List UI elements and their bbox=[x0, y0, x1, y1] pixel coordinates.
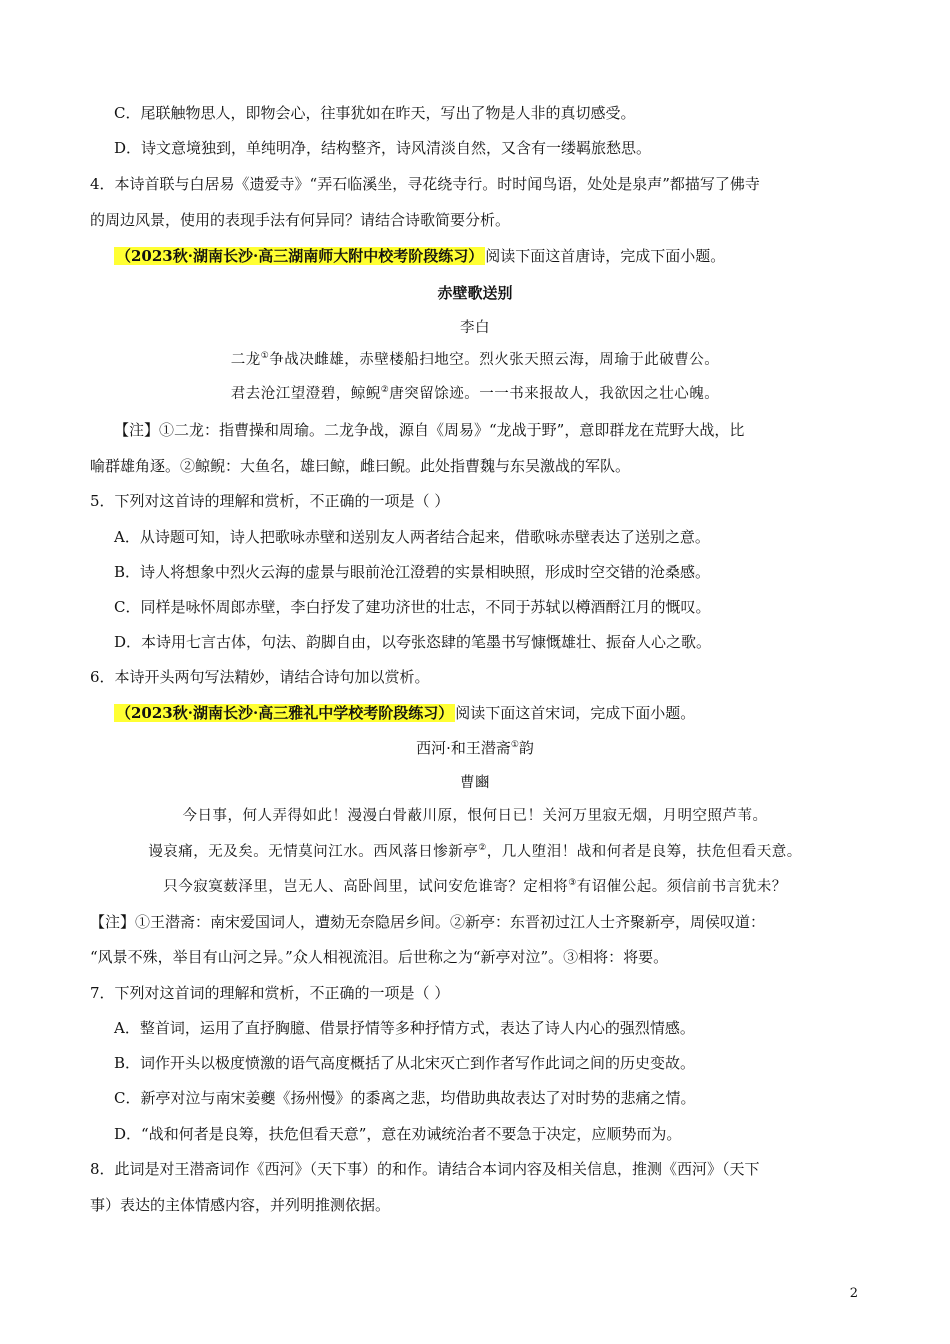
footnote-mark: ① bbox=[510, 740, 519, 750]
question-7-option-a: A．整首词，运用了直抒胸臆、借景抒情等多种抒情方式，表达了诗人内心的强烈情感。 bbox=[114, 1019, 695, 1037]
poem1-title: 赤壁歌送别 bbox=[437, 284, 513, 302]
question-7: 7．下列对这首词的理解和赏析，不正确的一项是（ ） bbox=[90, 984, 450, 1002]
section2-header bbox=[114, 703, 695, 723]
poem1-author: 李白 bbox=[460, 320, 490, 336]
question-5: 5．下列对这首诗的理解和赏析，不正确的一项是（ ） bbox=[90, 492, 450, 510]
section1-source: （2023秋·湖南长沙·高三湖南师大附中校考阶段练习） bbox=[116, 247, 484, 265]
question-5-option-c: C．同样是咏怀周郎赤壁，李白抒发了建功济世的壮志，不同于苏轼以樽酒酹江月的慨叹。 bbox=[114, 598, 711, 616]
poem1-annotation: 【注】①二龙：指曹操和周瑜。二龙争战，源自《周易》“龙战于野”，意即群龙在荒野大战，比 bbox=[114, 421, 745, 439]
section1-intro: 阅读下面这首唐诗，完成下面小题。 bbox=[485, 247, 726, 265]
question-8-cont: 事）表达的主体情感内容，并列明推测依据。 bbox=[90, 1196, 391, 1214]
section2-source: （2023秋·湖南长沙·高三雅礼中学校考阶段练习） bbox=[116, 704, 454, 722]
question-7-option-c: C．新亭对泣与南宋姜夔《扬州慢》的黍离之悲，均借助典故表达了对时势的悲痛之情。 bbox=[114, 1089, 696, 1107]
poem1-line1: 二龙①争战决雌雄，赤壁楼船扫地空。烈火张天照云海，周瑜于此破曹公。 bbox=[230, 351, 720, 368]
option-c-prev: C．尾联触物思人，即物会心，往事犹如在昨天，写出了物是人非的真切感受。 bbox=[114, 104, 636, 122]
poem2-author: 曹豳 bbox=[460, 775, 490, 791]
section2-intro: 阅读下面这首宋词，完成下面小题。 bbox=[455, 704, 696, 722]
question-5-option-d: D．本诗用七言古体，句法、韵脚自由，以夸张恣肆的笔墨书写慷慨雄壮、振奋人心之歌。 bbox=[114, 633, 712, 651]
footnote-mark: ② bbox=[478, 843, 487, 854]
page-number: 2 bbox=[849, 1286, 858, 1301]
question-4: 4．本诗首联与白居易《遗爱寺》“弄石临溪坐，寻花绕寺行。时时闻鸟语，处处是泉声”都描写了佛寺 bbox=[90, 175, 760, 193]
question-7-option-b: B．词作开头以极度愤激的语气高度概括了从北宋灭亡到作者写作此词之间的历史变故。 bbox=[114, 1054, 696, 1072]
poem1-line2: 君去沧江望澄碧，鲸鲵②唐突留馀迹。一一书来报故人，我欲因之壮心魄。 bbox=[230, 385, 720, 402]
option-d-prev: D．诗文意境独到，单纯明净，结构整齐，诗风清淡自然，又含有一缕羁旅愁思。 bbox=[114, 139, 652, 157]
poem2-title: 西河·和王潜斋①韵 bbox=[416, 739, 534, 757]
poem2-line3: 只今寂寞薮泽里，岂无人、高卧闾里，试问安危谁寄？定相将③有诏催公起。须信前书言犹未？ bbox=[163, 878, 787, 895]
poem2-annotation: 【注】①王潜斋：南宋爱国词人，遭劾无奈隐居乡间。②新亭：东晋初过江人士齐聚新亭，周侯叹道： bbox=[90, 913, 766, 931]
question-8: 8．此词是对王潜斋词作《西河》（天下事）的和作。请结合本词内容及相关信息，推测《西河》（天下 bbox=[90, 1160, 760, 1178]
footnote-mark: ① bbox=[260, 351, 270, 362]
poem2-line1: 今日事，何人弄得如此！漫漫白骨蔽川原，恨何日已！关河万里寂无烟，月明空照芦苇。 bbox=[182, 808, 768, 824]
question-7-option-d: D．“战和何者是良筹，扶危但看天意”，意在劝诫统治者不要急于决定，应顺势而为。 bbox=[114, 1125, 682, 1143]
poem1-annotation-cont: 喻群雄角逐。②鲸鲵：大鱼名，雄曰鲸，雌曰鲵。此处指曹魏与东吴激战的军队。 bbox=[90, 457, 631, 475]
section1-header bbox=[114, 246, 725, 266]
question-5-option-b: B．诗人将想象中烈火云海的虚景与眼前沧江澄碧的实景相映照，形成时空交错的沧桑感。 bbox=[114, 563, 711, 581]
poem2-annotation-cont: “风景不殊，举目有山河之异。”众人相视流泪。后世称之为“新亭对泣”。③相将：将要。 bbox=[90, 948, 669, 966]
question-4-cont: 的周边风景，使用的表现手法有何异同？请结合诗歌简要分析。 bbox=[90, 211, 511, 229]
question-6: 6．本诗开头两句写法精妙，请结合诗句加以赏析。 bbox=[90, 668, 430, 686]
poem2-line2: 谩哀痛，无及矣。无情莫问江水。西风落日惨新亭②，几人堕泪！战和何者是良筹，扶危但看天意。 bbox=[148, 843, 802, 860]
footnote-mark: ③ bbox=[568, 878, 577, 889]
question-5-option-a: A．从诗题可知，诗人把歌咏赤壁和送别友人两者结合起来，借歌咏赤壁表达了送别之意。 bbox=[114, 528, 710, 546]
footnote-mark: ② bbox=[380, 385, 390, 396]
